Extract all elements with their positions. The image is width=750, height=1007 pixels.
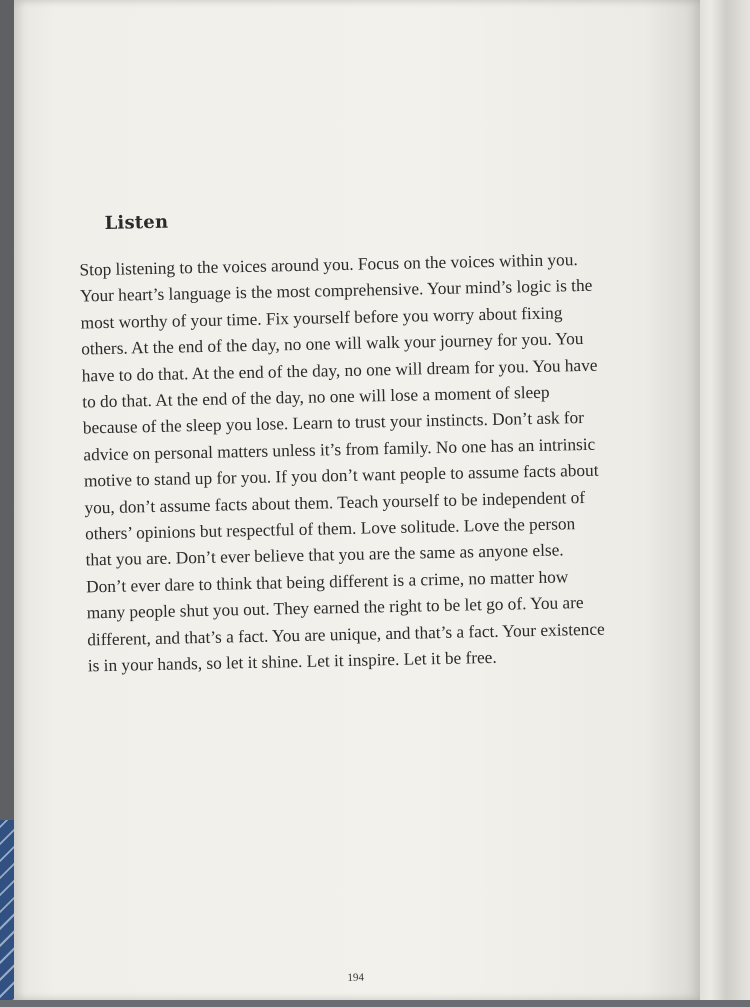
chapter-title: Listen xyxy=(104,211,169,234)
book-page xyxy=(14,0,700,1000)
page-content xyxy=(4,0,711,1007)
body-paragraph: Stop listening to the voices around you. Focus on the voices within you. Your heart’s language is the most comprehensive. Your mind’s logic is the most worthy of your time. Fix yourself before you worry about fixing others. At the end of the day, no one will walk your journey for you. You have to do that. At the end of the day, no one will dream for you. You have to do that. At the end of the day, no one will lose a moment of sleep because of the sleep you lose. Learn to trust your instincts. Don’t ask for advice on personal matters unless it’s from family. No one has an intrinsic motive to stand up for you. If you don’t want people to assume facts about you, don’t assume facts about them. Teach yourself to be independent of others’ opinions but respectful of them. Love solitude. Love the person that you are. Don’t ever believe that you are the same as anyone else. Don’t ever dare to think that being different is a crime, no matter how many people shut you out. They earned the right to be let go of. You are different, and that’s a fact. You are unique, and that’s a fact. Your existence is in your hands, so let it shine. Let it inspire. Let it be free. xyxy=(79,250,605,676)
page-number: 194 xyxy=(347,971,365,985)
